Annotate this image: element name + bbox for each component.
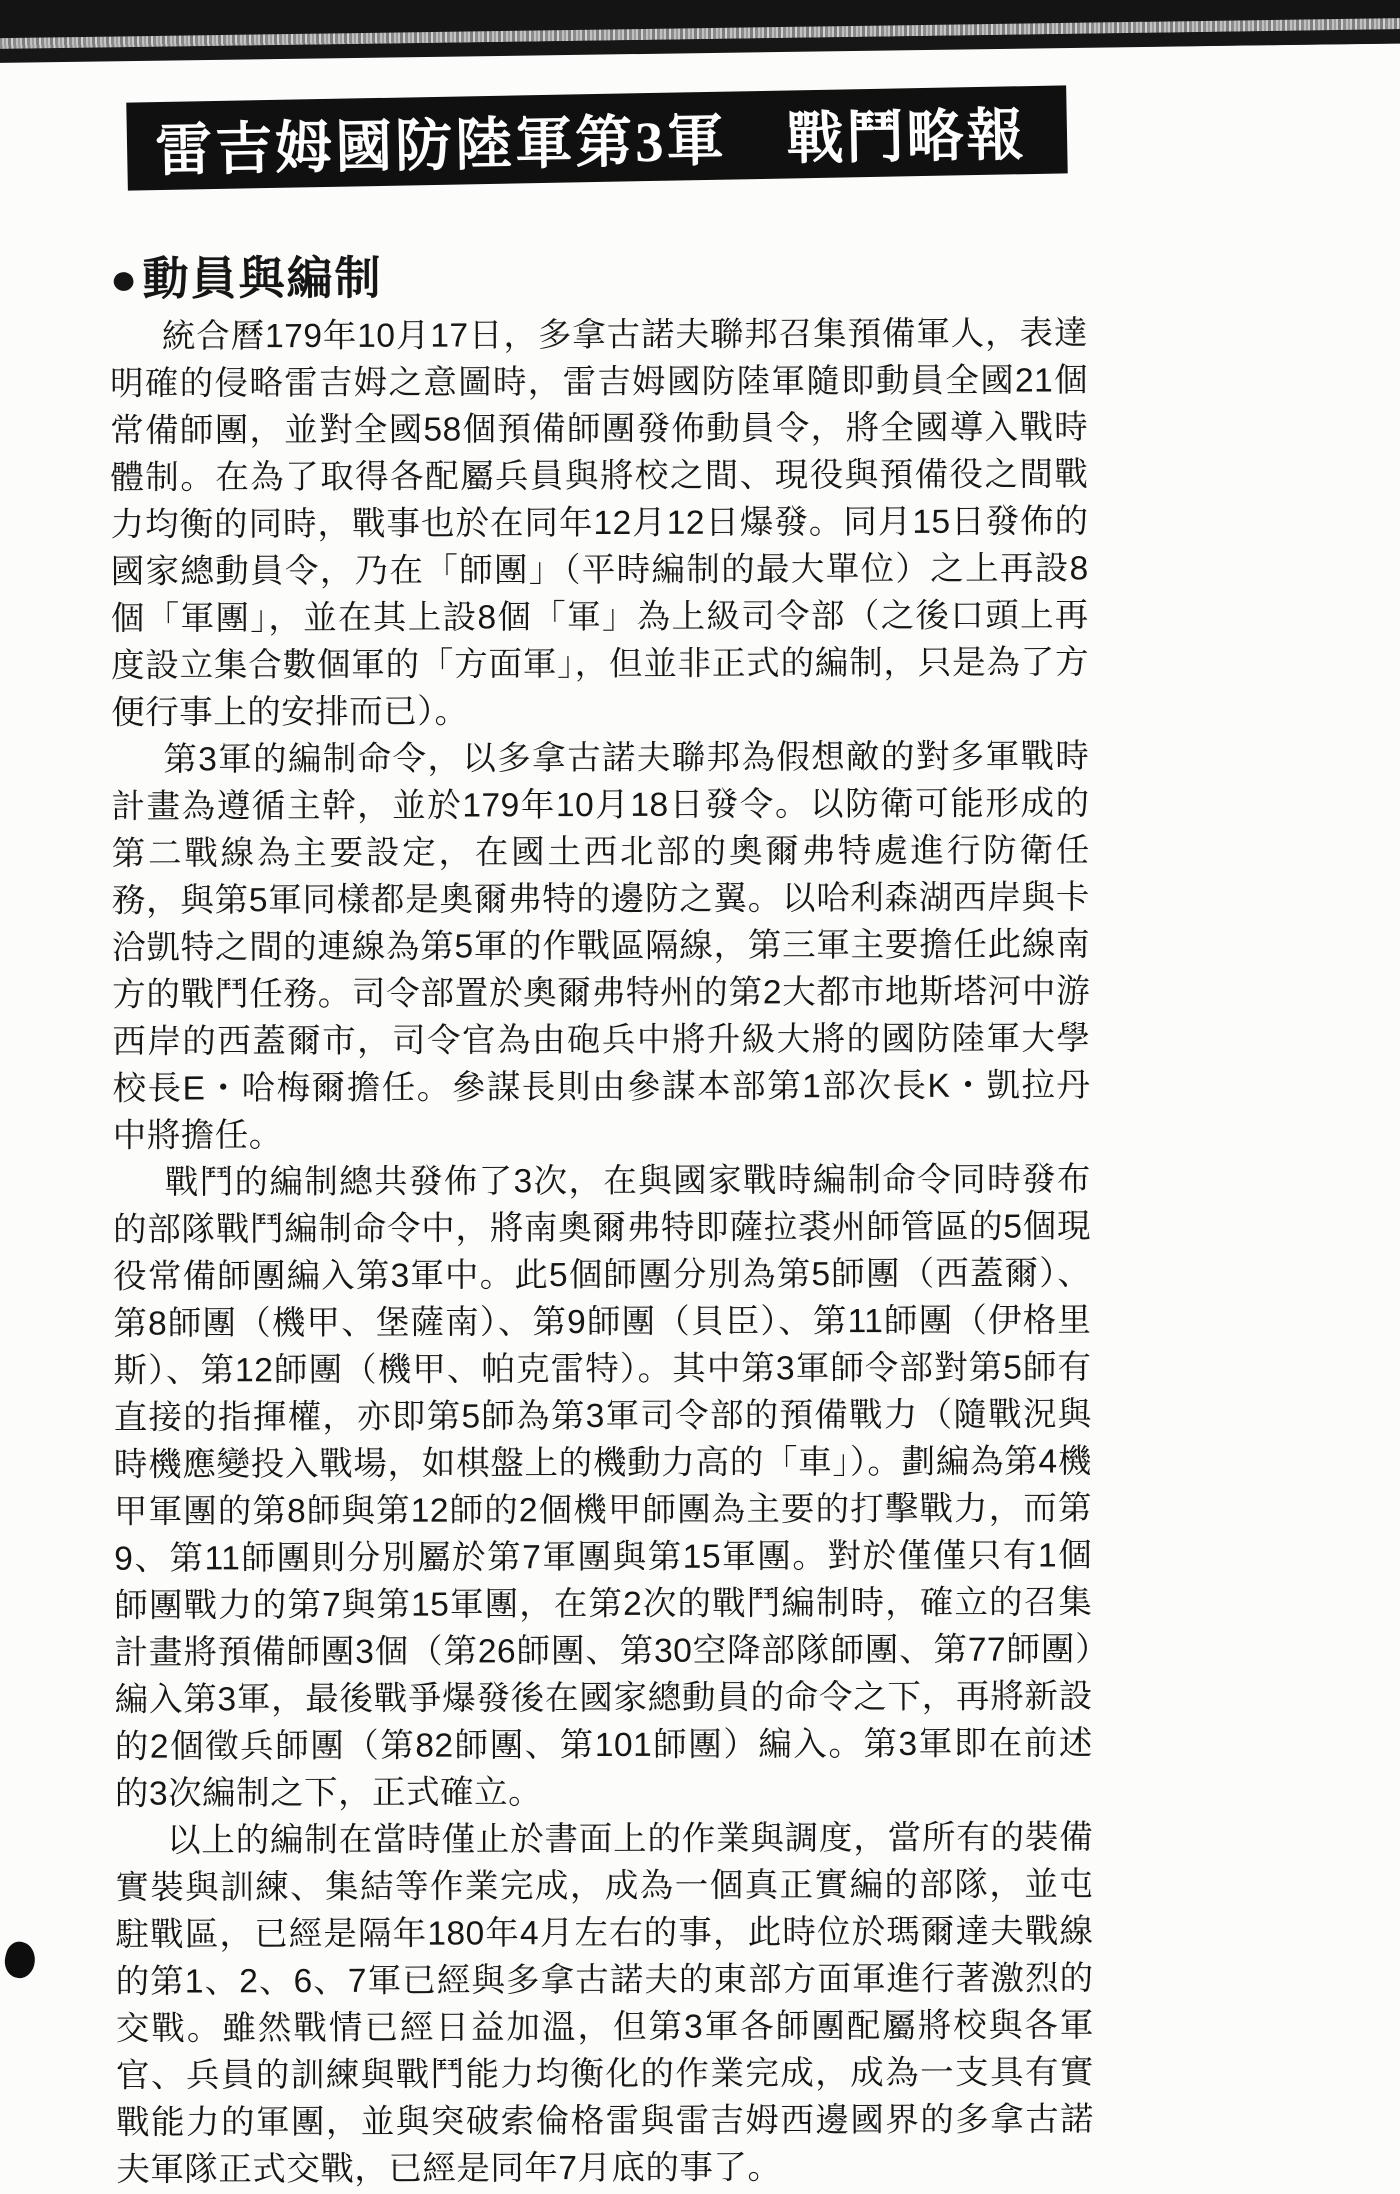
section-heading <box>110 246 1088 307</box>
page-title: 雷吉姆國防陸軍第3軍 戰鬥略報 <box>154 104 1028 184</box>
paragraph-mobilization: 統合曆179年10月17日，多拿古諾夫聯邦召集預備軍人，表達明確的侵略雷吉姆之意圖時，雷吉姆國防陸軍隨即動員全國21個常備師團，並對全國58個預備師團發佈動員令，將全國導入戰時體制。在為了取得各配屬兵員與將校之間、現役與預備役之間戰力均衡的同時，戰事也於在同年12月12日爆發。同月15日發佈的國家總動員令，乃在「師團」（平時編制的最大單位）之上再設8個「軍團」，並在其上設8個「軍」為上級司令部（之後口頭上再度設立集合數個軍的「方面軍」，但並非正式的編制，只是為了方便行事上的安排而已）。 <box>110 315 1090 732</box>
paragraph-combat-organization: 戰鬥的編制總共發佈了3次，在與國家戰時編制命令同時發布的部隊戰鬥編制命令中，將南奧爾弗特即薩拉裘州師管區的5個現役常備師團編入第3軍中。此5個師團分別為第5師團（西蓋爾）、第8師團（機甲、堡薩南）、第9師團（貝臣）、第11師團（伊格里斯）、第12師團（機甲、帕克雷特）。其中第3軍師令部對第5師有直接的指揮權，亦即第5師為第3軍司令部的預備戰力（隨戰況與時機應變投入戰場，如棋盤上的機動力高的「車」）。劃編為第4機甲軍團的第8師與第12師的2個機甲師團為主要的打擊戰力，而第9、第11師團則分別屬於第7軍團與第15軍團。對於僅僅只有1個師團戰力的第7與第15軍團，在第2次的戰鬥編制時，確立的召集計畫將預備師團3個（第26師團、第30空降部隊師團、第77師團）編入第3軍，最後戰爭爆發後在國家總動員的命令之下，再將新設的2個徵兵師團（第82師團、第101師團）編入。第3軍即在前述的3次編制之下，正式確立。 <box>112 1161 1093 1813</box>
bullet-icon: ● <box>109 253 140 304</box>
scan-artifact-top-band <box>0 0 1400 61</box>
section-heading-text: 動員與編制 <box>142 251 383 305</box>
paragraph-deployment: 以上的編制在當時僅止於書面上的作業與調度，當所有的裝備實裝與訓練、集結等作業完成，成為一個真正實編的部隊，並屯駐戰區，已經是隔年180年4月左右的事，此時位於瑪爾達夫戰線的第1、2、6、7軍已經與多拿古諾夫的東部方面軍進行著激烈的交戰。雖然戰情已經日益加溫，但第3軍各師團配屬將校與各軍官、兵員的訓練與戰鬥能力均衡化的作業完成，成為一支具有實戰能力的軍團，並與突破索倫格雷與雷吉姆西邊國界的多拿古諾夫軍隊正式交戰，已經是同年7月底的事了。 <box>115 1819 1095 2189</box>
article-body <box>110 246 1095 2193</box>
paragraph-formation-order: 第3軍的編制命令，以多拿古諾夫聯邦為假想敵的對多軍戰時計畫為遵循主幹，並於179年10月18日發令。以防衛可能形成的第二戰線為主要設定，在國土西北部的奧爾弗特處進行防衛任務，與第5軍同樣都是奧爾弗特的邊防之翼。以哈利森湖西岸與卡洽凱特之間的連線為第5軍的作戰區隔線，第三軍主要擔任此線南方的戰鬥任務。司令部置於奧爾弗特州的第2大都市地斯塔河中游西岸的西蓋爾市，司令官為由砲兵中將升級大將的國防陸軍大學校長E・哈梅爾擔任。參謀長則由參謀本部第1部次長K・凱拉丹中將擔任。 <box>111 738 1091 1155</box>
title-banner <box>126 85 1067 190</box>
scan-artifact-corner-mark <box>1 1939 39 1981</box>
